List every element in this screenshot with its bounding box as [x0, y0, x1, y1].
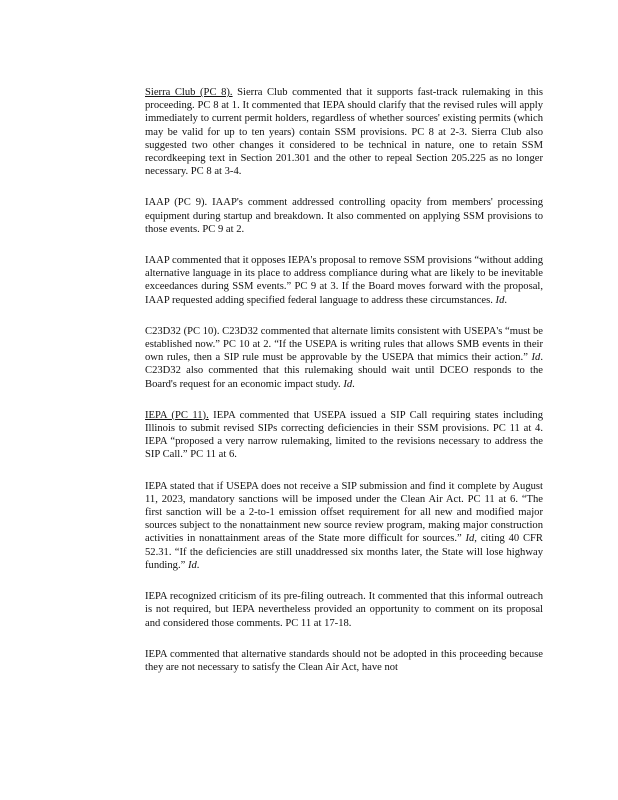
text-segment: IEPA commented that alternative standards should not be adopted in this proceeding because they are not necessary to satisfy the Clean Air Act, have not — [145, 648, 543, 673]
text-segment: . — [352, 378, 355, 390]
text-segment: . C23D32 also commented that this rulemaking should wait until DCEO responds to the Board's request for an economic impact study. — [145, 352, 543, 390]
paragraph-heading: IEPA (PC 11). — [145, 409, 209, 421]
paragraph-iepa-4 — [145, 648, 543, 674]
text-segment: C23D32 (PC 10). C23D32 commented that alternate limits consistent with USEPA's “must be established now.” PC 10 at 2. “If the USEPA is writing rules that allows SMB events in their own rules, then a SIP rule must be approvable by the USEPA that mimics their action.” — [145, 325, 543, 364]
text-segment: IAAP commented that it opposes IEPA's proposal to remove SSM provisions “without adding alternative language in its place to address compliance during what are likely to be inevitable exceedances during SSM events.” PC 9 at 3. If the Board moves forward with the proposal, IAAP requested adding specified federal language to address these circumstances. — [145, 255, 543, 306]
paragraph-sierra-club — [145, 86, 543, 178]
document-body — [145, 86, 543, 692]
text-segment: IEPA recognized criticism of its pre-filing outreach. It commented that this informal outreach is not required, but IEPA nevertheless provided an opportunity to comment on its proposal and considered those comments. PC 11 at 17-18. — [145, 591, 543, 629]
text-segment: IEPA commented that USEPA issued a SIP Call requiring states including Illinois to submit revised SIPs correcting deficiencies in their SSM provisions. PC 11 at 4. IEPA “proposed a very narrow rulemaking, limited to the revisions necessary to address the SIP Call.” PC 11 at 6. — [145, 409, 543, 461]
text-segment: . — [504, 294, 508, 306]
paragraph-iepa-3 — [145, 590, 543, 630]
text-segment: , citing 40 CFR 52.31. “If the deficiencies are still unaddressed six months later, the State will lose highway funding.” — [145, 533, 543, 571]
citation-id: Id — [187, 559, 197, 571]
paragraph-iepa-1 — [145, 409, 543, 462]
paragraph-c23d32 — [145, 325, 543, 391]
paragraph-iepa-2 — [145, 480, 543, 572]
text-segment: IAAP (PC 9). IAAP's comment addressed controlling opacity from members' processing equipment during startup and breakdown. It also commented on applying SSM provisions to those events. PC 9 at 2. — [145, 197, 543, 235]
paragraph-heading: Sierra Club (PC 8). — [145, 87, 233, 98]
text-segment: IEPA stated that if USEPA does not receive a SIP submission and find it complete by August 11, 2023, mandatory sanctions will be imposed under the Clean Air Act. PC 11 at 6. “The first sanction will be a 2-to-1 emission offset requirement for all new and modified major sources subject to the nonattainment new source review program, making major construction activities in nonattainment areas of the State more difficult for sources.” — [145, 480, 543, 545]
paragraph-iaap-1 — [145, 196, 543, 236]
citation-id: Id — [531, 352, 541, 364]
text-segment: . — [196, 559, 200, 571]
citation-id: Id — [495, 294, 505, 306]
paragraph-iaap-2 — [145, 254, 543, 307]
citation-id: Id — [343, 378, 353, 390]
citation-id: Id — [465, 533, 475, 545]
text-segment: Sierra Club commented that it supports fast-track rulemaking in this proceeding. PC 8 at 1. It commented that IEPA should clarify that the revised rules will apply immediately to current permit holders, regardless of whether sources' existing permits (which may be valid for up to ten years) contain SSM provisions. PC 8 at 2-3. Sierra Club also suggested two other changes it considered to be technical in nature, one to retain SSM recordkeeping text in Section 201.301 and the other to repeal Section 205.225 as no longer necessary. PC 8 at 3-4. — [145, 87, 543, 178]
